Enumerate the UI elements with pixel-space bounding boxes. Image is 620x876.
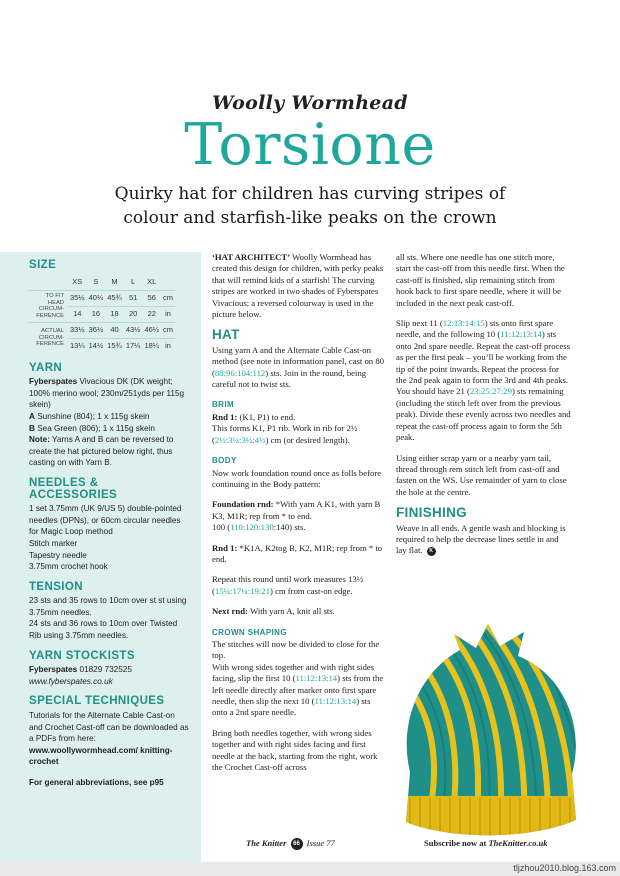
unit-cell: in (161, 338, 175, 354)
finishing-paragraph (396, 523, 571, 557)
size-cell: 16 (87, 306, 106, 322)
body-paragraph: Now work foundation round once as folls before continuing in the Body pattern: (212, 467, 382, 489)
size-cell: 33½ (68, 322, 87, 338)
text-run: Slip next 11 ( (396, 318, 443, 329)
round-label: Foundation rnd: (212, 499, 274, 510)
text-run: ) sts. Join in the round, being careful not to twist sts. (212, 367, 367, 390)
size-cell: 15¾ (105, 338, 124, 354)
brim-paragraph (212, 412, 385, 446)
text-run: ) cm from cast-on edge. (269, 585, 353, 596)
info-sidebar (0, 252, 201, 862)
size-col: S (93, 276, 99, 286)
crown-paragraph-1: The stitches will now be divided to close for the top. (212, 638, 380, 661)
unit-cell: cm (161, 322, 175, 338)
next-round-paragraph (212, 606, 385, 617)
size-cell: 43½ (124, 322, 143, 338)
techniques-text: Tutorials for the Alternate Cable Cast-on and Crochet Cast-off can be downloaded as a PDFs from here: (29, 711, 189, 744)
size-run: 2½:3¼:3½:4½ (214, 434, 266, 445)
standfirst-line-1: Quirky hat for children has curving stripes of (114, 184, 506, 204)
size-heading: SIZE (29, 259, 57, 271)
watermark: tljzhou2010.blog.163.com (513, 863, 616, 873)
size-cell: 14 (68, 306, 87, 322)
stockist-line (29, 664, 189, 676)
text-run: *With yarn A K1, with yarn B K3, M1R; rep from * to end. (212, 499, 381, 521)
yarn-note-text: Yarns A and B can be reversed to create the hat pictured below right, thus casting on with Yarn B. (29, 435, 174, 468)
size-cell: 56 (142, 290, 161, 306)
designer-name: Woolly Wormhead (212, 92, 408, 114)
size-col: XL (147, 276, 157, 286)
needles-section (29, 478, 189, 573)
yarn-a-text: Sunshine (804); 1 x 115g skein (34, 411, 150, 421)
round-label: Rnd 1: (212, 542, 238, 553)
size-run: 88:96:104:112 (214, 367, 266, 378)
hat-heading: HAT (212, 327, 240, 343)
to-fit-cm-row (28, 290, 175, 306)
text-run: ) sts onto 2nd spare needle. Repeat the cast-off process as per the first peak – you’ll be working from the tip of the point inwards. Repeat the process for the 2nd peak again to form the 3rd and 4th peaks. (396, 329, 571, 386)
round1-paragraph (212, 543, 385, 566)
round-label: Rnd 1: (212, 411, 238, 422)
text-run: Weave in all ends. A gentle wash and blocking is required to help the decrease lines settle in and lay flat. (396, 522, 566, 556)
text-run: ) cm (or desired length). (265, 434, 350, 445)
yarn-desc (29, 376, 189, 411)
size-cell: 22 (142, 306, 161, 322)
yarn-heading: YARN (29, 361, 63, 374)
text-run: ) sts onto a 2nd spare needle. (212, 696, 371, 718)
text-run: With yarn A, knit all sts. (247, 606, 335, 617)
yarn-note (29, 434, 189, 469)
footer-magazine: The Knitter (246, 838, 287, 848)
crown-paragraph-2 (212, 662, 385, 719)
size-cell: 17¼ (124, 338, 143, 354)
stockists-heading: YARN STOCKISTS (29, 649, 135, 662)
needles-item: Stitch marker (29, 538, 78, 548)
tension-section (29, 582, 189, 642)
abbreviations-note: For general abbreviations, see p95 (29, 778, 164, 787)
crown-paragraph-3: Bring both needles together, with wrong sides together and with right sides facing and first needle at the back, starting from the right, work the Crochet Cast-off across (212, 727, 378, 773)
size-col: M (111, 276, 118, 286)
techniques-link[interactable]: www.woollywormhead.com/ knitting-crochet (29, 745, 173, 767)
hat-photo (390, 612, 590, 848)
subscribe-text: Subscribe now at (424, 838, 489, 848)
peaks-paragraph (396, 318, 571, 443)
subscribe-link[interactable]: TheKnitter.co.uk (488, 838, 548, 848)
yarn-desc-text: Vivacious DK (DK weight; 100% merino wool; 230m/251yds per 115g skein) (29, 377, 185, 410)
page-number-badge: 66 (291, 838, 303, 850)
actual-label: ACTUAL CIRCUM-FERENCE (28, 322, 68, 354)
needles-heading: NEEDLES & ACCESSORIES (29, 476, 118, 501)
finishing-heading: FINISHING (396, 505, 467, 521)
size-run: 15¼:17¼:19:21 (214, 585, 270, 596)
yarn-brand: Fyberspates (29, 377, 78, 387)
size-cell: 14½ (87, 338, 106, 354)
tension-line: 23 sts and 35 rows to 10cm over st st using 3.75mm needles. (29, 596, 187, 617)
hat-paragraph (212, 345, 385, 391)
yarn-note-label: Note: (29, 435, 50, 445)
brim-heading: BRIM (212, 400, 235, 410)
end-mark-icon: K (427, 547, 436, 556)
yarn-a (29, 411, 189, 423)
size-cell: 45¾ (105, 290, 124, 306)
size-header-row (28, 274, 175, 291)
size-cell: 51 (124, 290, 143, 306)
needles-item: 1 set 3.75mm (UK 9/US 5) double-pointed needles (DPNs), or 60cm circular needles for Magic Loop method (29, 504, 182, 537)
yarn-tail-paragraph: Using either scrap yarn or a nearby yarn tail, thread through rem stitch left from cast-off and fasten on the WS. Use remainder of yarn to close the hole at the centre. (396, 452, 567, 497)
size-run: 11:12:13:14 (295, 673, 338, 684)
size-cell: 40 (105, 322, 124, 338)
text-run: ) sts from the left needle directly after marker onto first spare needle, then slip the next 10 ( (212, 673, 384, 706)
text-run: *K1A, K2tog B, K2, M1R; rep from * to end. (212, 542, 383, 564)
round-label: Next rnd: (212, 606, 248, 617)
stockist-phone: 01829 732525 (77, 665, 132, 675)
size-col: L (131, 276, 136, 286)
yarn-b-label: B (29, 423, 35, 433)
footer-issue (246, 838, 335, 850)
cast-off-paragraph: all sts. Where one needle has one stitch more, start the cast-off from this needle first. When the cast-off is finished, slip remaining stitch from hook back to first spare needle, where it will be included in the next peak cast-off. (396, 252, 565, 308)
text-run: :140) sts. (273, 522, 306, 533)
size-run: 23:25:27:29 (469, 386, 512, 397)
hat-knit (390, 612, 590, 848)
size-run: 110:120:130 (230, 522, 274, 533)
pattern-title: Torsione (184, 112, 436, 178)
standfirst-line-2: colour and starfish-like peaks on the crown (123, 208, 497, 228)
size-cell: 36½ (87, 322, 106, 338)
text-run: Repeat this round until work measures 13½ ( (212, 574, 364, 596)
size-cell: 46½ (142, 322, 161, 338)
size-cell: 40¼ (87, 290, 106, 306)
size-cell: 20 (124, 306, 143, 322)
yarn-b (29, 423, 189, 435)
yarn-section (29, 363, 189, 469)
crown-heading: CROWN SHAPING (212, 627, 287, 637)
text-run: Using yarn A and the Alternate Cable Cast-on method (see note in information panel, cast on 80 ( (212, 344, 385, 378)
size-run: 11:12:13:14 (314, 696, 357, 706)
techniques-section (29, 696, 189, 768)
size-section (29, 260, 189, 354)
techniques-heading: SPECIAL TECHNIQUES (29, 695, 165, 708)
actual-cm-row (28, 322, 175, 338)
needles-item: Tapestry needle (29, 550, 87, 560)
to-fit-label: TO FIT HEAD CIRCUM-FERENCE (28, 290, 68, 322)
foundation-paragraph (212, 499, 385, 533)
stockists-section (29, 651, 189, 688)
needles-item: 3.75mm crochet hook (29, 562, 108, 572)
pattern-column-1 (212, 252, 385, 782)
footer-issue-number: Issue 77 (306, 838, 335, 848)
pattern-column-2 (396, 252, 571, 566)
standfirst (60, 182, 560, 230)
size-cell: 13¼ (68, 338, 87, 354)
repeat-paragraph (212, 574, 385, 597)
stockist-url[interactable]: www.fyberspates.co.uk (29, 676, 113, 686)
size-run: 12:13:14:15 (442, 318, 485, 329)
size-run: 11:12:13:14 (500, 329, 542, 340)
yarn-b-text: Sea Green (806); 1 x 115g skein (34, 423, 155, 433)
intro-lead: ‘HAT ARCHITECT’ (212, 252, 291, 262)
tension-heading: TENSION (29, 580, 83, 593)
size-cell: 18 (105, 306, 124, 322)
stockist-name: Fyberspates (29, 665, 78, 675)
unit-cell: in (161, 306, 175, 322)
yarn-a-label: A (29, 411, 35, 421)
text-run: You should have 21 ( (396, 386, 470, 397)
text-run: ) sts remaining (including the stitch left over from the previous peak). Divide these evenly across two needles and repeat the cast-off process again to form the 5th peak. (396, 386, 571, 443)
intro-paragraph (212, 252, 385, 320)
text-run: This forms K1, P1 rib. Work in rib for 2½ ( (212, 423, 358, 445)
text-run: ) sts onto first spare needle, and the following 10 ( (396, 318, 554, 340)
text-run: (K1, P1) to end. (237, 411, 296, 422)
footer-subscribe (424, 838, 548, 848)
unit-cell: cm (161, 290, 175, 306)
text-run: With wrong sides together and with right sides facing, slip the first 10 ( (212, 661, 375, 684)
size-col: XS (72, 276, 83, 286)
tension-line: 24 sts and 36 rows to 10cm over Twisted Rib using 3.75mm needles. (29, 619, 178, 641)
size-cell: 35½ (68, 290, 87, 306)
body-heading: BODY (212, 456, 237, 466)
size-cell: 18¼ (142, 338, 161, 354)
text-run: 100 ( (212, 522, 231, 533)
size-table (28, 274, 175, 354)
intro-text: Woolly Wormhead has created this design for children, with perky peaks that will remind kids of a starfish! The curving stripes are worked in two shades of Fyberspates Vivacious; a reversed colourway is used in the picture below. (212, 252, 384, 320)
